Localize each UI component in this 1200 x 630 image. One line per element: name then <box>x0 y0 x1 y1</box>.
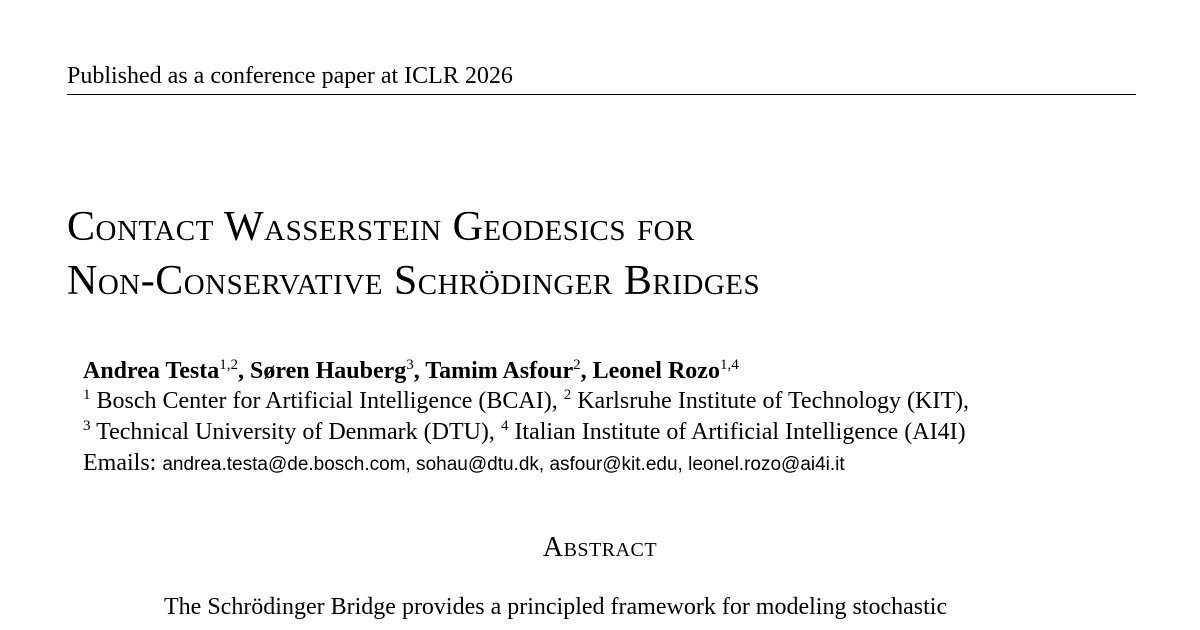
author-name: Tamim Asfour <box>425 358 574 384</box>
title-line-2: Non-Conservative Schrödinger Bridges <box>67 258 761 304</box>
author-name: Andrea Testa <box>83 358 220 384</box>
affiliation-line-1 <box>83 386 1143 417</box>
abstract-heading: Abstract <box>542 532 658 563</box>
affil-text: Bosch Center for Artificial Intelligence (BCAI), <box>96 388 558 414</box>
emails-label: Emails: <box>83 450 157 476</box>
affil-text: Technical University of Denmark (DTU), <box>96 419 495 445</box>
affil-number: 4 <box>500 418 509 434</box>
paper-title <box>67 200 760 308</box>
author-list: Andrea Testa$^{1,2}$, Søren Hauberg$^3$, Tamim Asfour$^2$, Leonel Rozo$^{1,4}$ <box>83 357 739 384</box>
author-affil-mark: 1,4 <box>719 357 739 373</box>
venue-text: Published as a conference paper at ICLR 2026 <box>67 63 513 89</box>
affil-number: 1 <box>83 387 91 403</box>
affil-number: 3 <box>83 418 91 434</box>
author-affil-mark: 1,2 <box>219 357 239 373</box>
abstract-text: The Schrödinger Bridge provides a principled framework for modeling stochastic <box>164 594 948 620</box>
author-name: Søren Hauberg <box>250 358 407 384</box>
affil-text: Italian Institute of Artificial Intelligence (AI4I) <box>514 419 966 445</box>
author-name: Leonel Rozo <box>592 358 720 384</box>
affil-text: Karlsruhe Institute of Technology (KIT), <box>577 388 969 414</box>
email-line <box>83 448 845 480</box>
affiliation-line-2 <box>83 417 1143 448</box>
author-affil-mark: 2 <box>573 357 581 373</box>
author-affil-mark: 3 <box>406 357 414 373</box>
title-line-1: Contact Wasserstein Geodesics for <box>67 204 695 250</box>
affil-number: 2 <box>563 387 572 403</box>
email-addresses[interactable]: andrea.testa@de.bosch.com, sohau@dtu.dk, asfour@kit.edu, leonel.rozo@ai4i.it <box>162 454 845 475</box>
running-header <box>67 60 1136 95</box>
